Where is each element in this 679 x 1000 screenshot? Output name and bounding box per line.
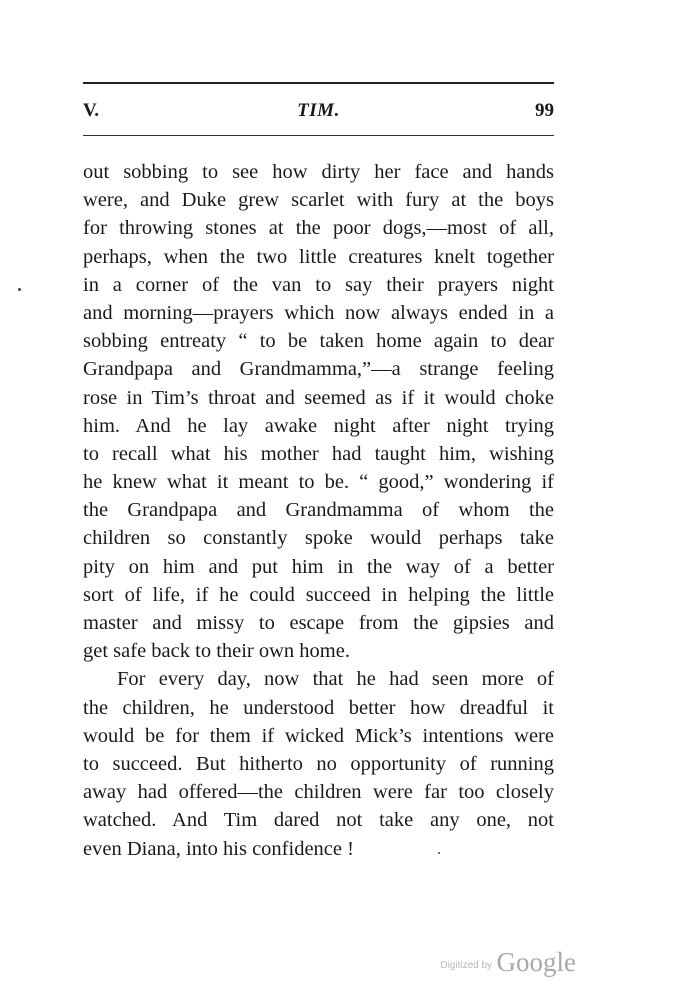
page-number: 99 [535,100,554,121]
text-line: children so constantly spoke would perhaps take [83,527,554,550]
paragraph [83,158,554,665]
text-line: the Grandpapa and Grandmamma of whom the [83,499,554,522]
text-line: pity on him and put him in the way of a better [83,555,554,578]
text-line: sobbing entreaty “ to be taken home again to dear [83,330,554,353]
text-line: sort of life, if he could succeed in helping the little [83,583,554,606]
text-line: he knew what it meant to be. “ good,” wondering if [83,471,554,494]
header-rule [83,135,554,136]
text-line: away had offered—the children were far too closely [83,781,554,804]
text-line: even Diana, into his confidence ! [83,837,354,860]
print-speck [438,852,440,854]
digitized-by-label: Digitized by [440,960,493,971]
running-head [83,100,554,128]
top-rule [83,82,554,84]
text-line: for throwing stones at the poor dogs,—most of all, [83,217,554,240]
text-line: master and missy to escape from the gipsies and [83,612,554,634]
text-line: and morning—prayers which now always ended in a [83,301,554,324]
text-line: in a corner of the van to say their prayers night [83,273,554,296]
text-line: rose in Tim’s throat and seemed as if it would choke [83,386,554,409]
running-title: TIM. [297,100,340,121]
body-text [83,158,554,863]
text-line: perhaps, when the two little creatures knelt together [83,245,554,268]
print-speck [18,288,21,291]
text-line: would be for them if wicked Mick’s intentions were [83,724,554,747]
text-line: out sobbing to see how dirty her face and hands [83,161,554,183]
paragraph [83,665,554,862]
text-line: the children, he understood better how dreadful it [83,696,554,719]
text-line: For every day, now that he had seen more of [117,668,554,691]
text-line: to recall what his mother had taught him, wishing [83,442,554,465]
chapter-number: V. [83,100,100,121]
text-line: watched. And Tim dared not take any one, not [83,809,554,832]
text-line: to succeed. But hitherto no opportunity of running [83,752,554,775]
text-line: get safe back to their own home. [83,640,350,663]
text-line: were, and Duke grew scarlet with fury at the boys [83,189,554,212]
text-line: him. And he lay awake night after night trying [83,414,554,437]
text-line: Grandpapa and Grandmamma,”—a strange feeling [83,358,554,381]
google-logo: Google [496,947,576,977]
digitization-watermark [440,947,576,978]
